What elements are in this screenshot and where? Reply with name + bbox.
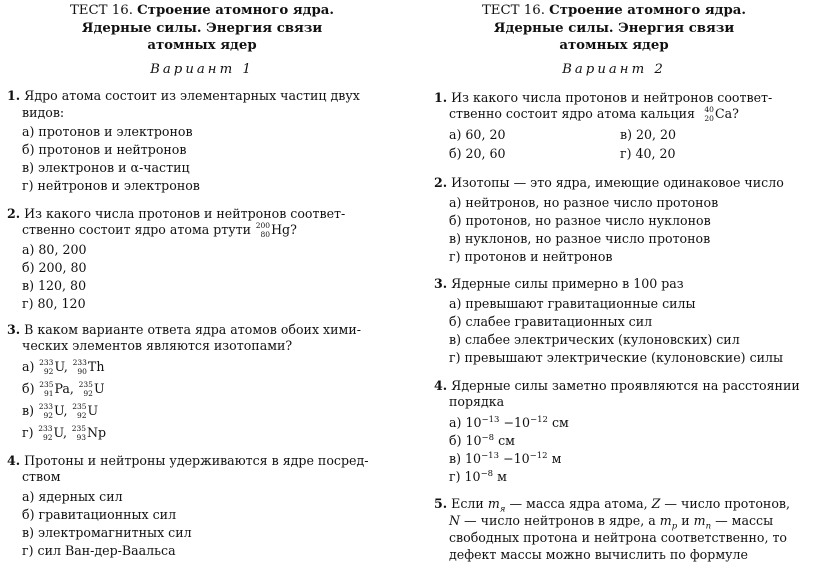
option: в) слабее электрических (кулоновских) сил [449, 332, 740, 347]
power-option: б) $10^{-8}$ см [449, 432, 515, 448]
question-5-line-2: N — число нейтронов в ядре, а $m_p$ и $m_n$ — массы [449, 513, 774, 532]
question-2-line-2: ственно состоит ядро атома ртути 200 80 Hg? [22, 221, 297, 239]
option: а) 80, 200 [22, 242, 87, 257]
question-1: 1. Ядро атома состоит из элементарных частиц двух [7, 88, 360, 103]
option: в) электромагнитных сил [22, 525, 192, 540]
option: а) протонов и электронов [22, 124, 193, 139]
isotope-notation: 233 92 [38, 402, 54, 420]
question-3-line-2: ческих элементов являются изотопами? [22, 338, 293, 353]
question-5: 5. Если $m_я$ — масса ядра атома, Z — число протонов, [434, 496, 791, 515]
isotope-notation: 40 20 [704, 105, 714, 123]
option: г) нейтронов и электронов [22, 178, 200, 193]
isotope-notation: 235 93 [71, 424, 87, 442]
question-4-line-2: порядка [449, 394, 505, 409]
title-bold: Строение атомного ядра. [137, 3, 335, 18]
isotope-option: а) 233 92 U, 233 90 Th [22, 358, 105, 376]
title-line-3: атомных ядер [147, 38, 257, 53]
question-4: 4. Протоны и нейтроны удерживаются в ядре посред- [7, 453, 369, 468]
option: а) ядерных сил [22, 489, 123, 504]
question-3: 3. В каком варианте ответа ядра атомов обоих хими- [7, 322, 361, 337]
title-line-2: Ядерные силы. Энергия связи [493, 20, 735, 36]
option: б) гравитационных сил [22, 507, 177, 522]
option: б) 20, 60 [449, 146, 506, 161]
isotope-option: б) 235 91 Pa, 235 92 U [22, 380, 105, 398]
isotope-option: г) 233 92 U, 235 93 Np [22, 424, 107, 442]
question-3: 3. Ядерные силы примерно в 100 раз [434, 276, 684, 291]
option: в) 120, 80 [22, 278, 87, 293]
option: а) нейтронов, но разное число протонов [449, 195, 719, 210]
isotope-notation: 235 92 [72, 402, 87, 420]
test-label: ТЕСТ 16. [69, 3, 133, 18]
isotope-notation: 233 90 [72, 358, 87, 376]
question-1: 1. Из какого числа протонов и нейтронов соответ- [434, 90, 773, 105]
question-4: 4. Ядерные силы заметно проявляются на расстоянии [434, 378, 800, 393]
isotope-option: в) 233 92 U, 235 92 U [22, 402, 99, 420]
question-5-line-4: дефект массы можно вычислить по формуле [449, 547, 748, 562]
option: г) превышают электрические (кулоновские) силы [449, 350, 784, 365]
test-title [412, 2, 816, 55]
option: г) сил Ван-дер-Ваальса [22, 543, 176, 558]
isotope-notation: 200 80 [255, 221, 271, 239]
option: б) слабее гравитационных сил [449, 314, 653, 329]
isotope-notation: 233 92 [39, 358, 54, 376]
isotope-notation: 235 92 [78, 380, 93, 398]
isotope-notation: 235 91 [39, 380, 54, 398]
variant-heading: Вариант 1 [150, 62, 254, 77]
power-option: г) $10^{-8}$ м [449, 468, 507, 484]
option: а) 60, 20 [449, 127, 506, 142]
option: в) электронов и α-частиц [22, 160, 190, 175]
question-5-line-3: свободных протона и нейтрона соответственно, то [449, 530, 787, 545]
question-2: 2. Из какого числа протонов и нейтронов соответ- [7, 206, 346, 221]
question-1-line-2: ственно состоит ядро атома кальция 40 20 Ca? [449, 105, 739, 123]
option: в) 20, 20 [620, 127, 677, 142]
option: г) 40, 20 [620, 146, 676, 161]
option: г) протонов и нейтронов [449, 249, 613, 264]
option: б) протонов и нейтронов [22, 142, 187, 157]
question-4-line-2: ством [22, 469, 61, 484]
option: а) превышают гравитационные силы [449, 296, 696, 311]
isotope-notation: 233 92 [38, 424, 53, 442]
variant-heading: Вариант 2 [562, 62, 666, 77]
option: б) 200, 80 [22, 260, 87, 275]
test-title [0, 2, 404, 55]
option: г) 80, 120 [22, 296, 86, 311]
option: в) нуклонов, но разное число протонов [449, 231, 711, 246]
title-bold: Строение атомного ядра. [549, 3, 747, 18]
title-line-2: Ядерные силы. Энергия связи [81, 20, 323, 36]
option: б) протонов, но разное число нуклонов [449, 213, 711, 228]
question-2: 2. Изотопы — это ядра, имеющие одинаковое число [434, 175, 784, 190]
power-option: а) $10^{-13} -10^{-12}$ см [449, 414, 569, 430]
title-line-3: атомных ядер [559, 38, 669, 53]
question-1-line-2: видов: [22, 105, 65, 120]
test-label: ТЕСТ 16. [481, 3, 545, 18]
power-option: в) $10^{-13} -10^{-12}$ м [449, 450, 562, 466]
